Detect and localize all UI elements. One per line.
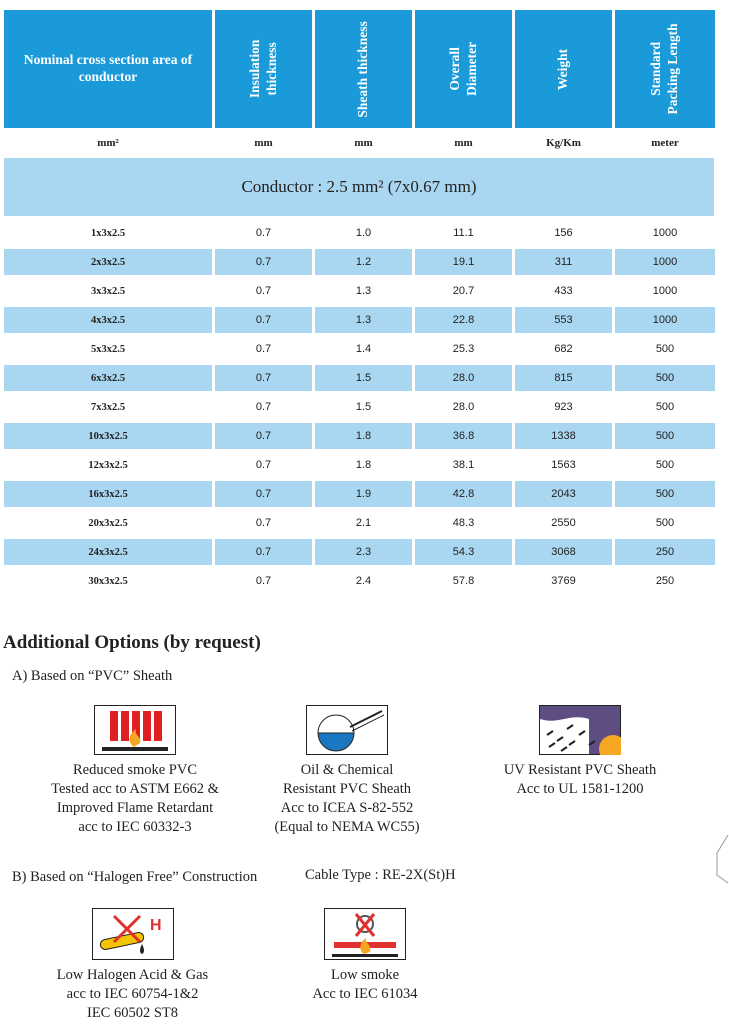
low-smoke-icon — [324, 908, 406, 960]
unit-cell: mm — [254, 137, 273, 149]
row-value-cell: 28.0 — [452, 401, 475, 413]
row-value-cell: 1338 — [515, 423, 612, 449]
row-cable-size: 3x3x2.5 — [90, 285, 126, 297]
row-cable-size: 24x3x2.5 — [4, 539, 212, 565]
row-value-cell: 0.7 — [215, 423, 312, 449]
header-insulation: Insulation thickness — [215, 10, 312, 128]
row-value-cell: 500 — [615, 365, 715, 391]
row-cable-size: 4x3x2.5 — [4, 307, 212, 333]
option-text-line: Acc to ICEA S-82-552 — [280, 800, 414, 816]
row-value-cell: 1.4 — [355, 343, 372, 355]
row-value-cell: 2.3 — [315, 539, 412, 565]
row-value-cell: 500 — [615, 423, 715, 449]
row-value-cell: 3068 — [515, 539, 612, 565]
table-row — [4, 510, 714, 536]
option-low-smoke — [280, 908, 450, 1004]
row-cable-size: 5x3x2.5 — [90, 343, 126, 355]
row-cable-size: 10x3x2.5 — [4, 423, 212, 449]
row-value-cell: 54.3 — [415, 539, 512, 565]
row-cable-size: 2x3x2.5 — [4, 249, 212, 275]
row-value-cell: 1.5 — [355, 401, 372, 413]
row-cable-size: 30x3x2.5 — [88, 575, 128, 587]
row-value-cell: 0.7 — [255, 227, 272, 239]
row-value-cell: 22.8 — [415, 307, 512, 333]
row-value-cell: 0.7 — [215, 539, 312, 565]
option-text-line: Oil & Chemical — [300, 762, 394, 778]
page-edge-decoration — [713, 835, 729, 885]
row-value-cell: 1563 — [551, 459, 576, 471]
row-value-cell: 500 — [615, 481, 715, 507]
row-value-cell: 2.1 — [355, 517, 372, 529]
table-row — [4, 365, 714, 391]
row-value-cell: 1.8 — [315, 423, 412, 449]
additional-options-title: Additional Options (by request) — [3, 632, 261, 653]
units-row — [4, 128, 714, 158]
row-value-cell: 28.0 — [415, 365, 512, 391]
table-row — [4, 452, 714, 478]
option-text-line: Acc to UL 1581-1200 — [516, 781, 644, 797]
table-body — [4, 220, 714, 594]
row-value-cell: 1000 — [615, 249, 715, 275]
row-value-cell: 0.7 — [215, 365, 312, 391]
conductor-section-title: Conductor : 2.5 mm² (7x0.67 mm) — [4, 158, 714, 216]
row-value-cell: 42.8 — [415, 481, 512, 507]
option-text-line: Tested acc to ASTM E662 & — [51, 781, 219, 797]
row-value-cell: 2550 — [551, 517, 576, 529]
row-value-cell: 250 — [615, 539, 715, 565]
row-value-cell: 1000 — [615, 307, 715, 333]
row-cable-size: 12x3x2.5 — [88, 459, 128, 471]
option-text-line: Low smoke — [330, 967, 400, 983]
option-text-line: acc to IEC 60754-1&2 — [66, 986, 199, 1002]
option-reduced-smoke — [20, 705, 250, 837]
row-value-cell: 36.8 — [415, 423, 512, 449]
row-value-cell: 1000 — [652, 227, 678, 239]
row-value-cell: 0.7 — [215, 307, 312, 333]
row-value-cell: 250 — [655, 575, 675, 587]
cable-type: Cable Type : RE-2X(St)H — [305, 867, 456, 883]
option-text-line: Improved Flame Retardant — [56, 800, 214, 816]
row-value-cell: 0.7 — [255, 401, 272, 413]
option-uv-resistant — [480, 705, 680, 799]
row-value-cell: 57.8 — [452, 575, 475, 587]
row-value-cell: 3769 — [551, 575, 576, 587]
table-row — [4, 539, 714, 565]
option-text-line: Low Halogen Acid & Gas — [56, 967, 209, 983]
row-value-cell: 500 — [655, 343, 675, 355]
reduced-smoke-icon — [94, 705, 176, 755]
option-text-line: acc to IEC 60332-3 — [78, 819, 192, 835]
header-packing-length: Standard Packing Length — [615, 10, 715, 128]
pvc-sheath-label: A) Based on “PVC” Sheath — [12, 668, 173, 684]
row-value-cell: 1.2 — [315, 249, 412, 275]
cable-spec-table — [4, 10, 714, 597]
unit-cell: mm — [354, 137, 373, 149]
halogen-letter: H — [149, 917, 162, 934]
row-value-cell: 682 — [554, 343, 573, 355]
row-value-cell: 500 — [655, 401, 675, 413]
row-value-cell: 38.1 — [452, 459, 475, 471]
row-cable-size: 16x3x2.5 — [4, 481, 212, 507]
option-text-line: Resistant PVC Sheath — [282, 781, 412, 797]
table-row — [4, 249, 714, 275]
unit-cell: mm² — [97, 137, 119, 149]
row-value-cell: 311 — [515, 249, 612, 275]
row-value-cell: 433 — [554, 285, 573, 297]
row-value-cell: 0.7 — [215, 481, 312, 507]
row-cable-size: 20x3x2.5 — [88, 517, 128, 529]
row-value-cell: 0.7 — [255, 285, 272, 297]
row-value-cell: 20.7 — [452, 285, 475, 297]
row-value-cell: 1.3 — [355, 285, 372, 297]
row-value-cell: 500 — [655, 459, 675, 471]
option-text-line: IEC 60502 ST8 — [86, 1005, 179, 1021]
header-diameter: Overall Diameter — [415, 10, 512, 128]
row-value-cell: 2.4 — [355, 575, 372, 587]
table-row — [4, 568, 714, 594]
row-value-cell: 25.3 — [452, 343, 475, 355]
row-value-cell: 923 — [554, 401, 573, 413]
row-cable-size: 1x3x2.5 — [90, 227, 126, 239]
table-row — [4, 423, 714, 449]
option-oil-chemical — [247, 705, 447, 837]
table-row — [4, 278, 714, 304]
row-value-cell: 1.0 — [355, 227, 372, 239]
row-value-cell: 1000 — [652, 285, 678, 297]
uv-resistant-icon — [539, 705, 621, 755]
row-value-cell: 1.9 — [315, 481, 412, 507]
unit-cell: mm — [454, 137, 473, 149]
header-sheath: Sheath thickness — [315, 10, 412, 128]
option-text-line: UV Resistant PVC Sheath — [503, 762, 657, 778]
row-value-cell: 48.3 — [452, 517, 475, 529]
row-value-cell: 1.5 — [315, 365, 412, 391]
option-text-line: (Equal to NEMA WC55) — [274, 819, 420, 835]
row-cable-size: 7x3x2.5 — [90, 401, 126, 413]
halogen-free-label: B) Based on “Halogen Free” Construction — [12, 869, 258, 885]
row-value-cell: 0.7 — [255, 459, 272, 471]
row-value-cell: 0.7 — [255, 517, 272, 529]
row-value-cell: 500 — [655, 517, 675, 529]
row-value-cell: 1.3 — [315, 307, 412, 333]
row-value-cell: 815 — [515, 365, 612, 391]
row-value-cell: 2043 — [515, 481, 612, 507]
unit-cell: meter — [651, 137, 679, 149]
row-value-cell: 11.1 — [453, 227, 474, 239]
row-value-cell: 0.7 — [215, 249, 312, 275]
option-low-halogen — [30, 908, 235, 1023]
low-halogen-icon — [92, 908, 174, 960]
table-header — [4, 10, 714, 128]
table-row — [4, 481, 714, 507]
row-value-cell: 0.7 — [255, 343, 272, 355]
row-value-cell: 19.1 — [415, 249, 512, 275]
row-value-cell: 553 — [515, 307, 612, 333]
unit-cell: Kg/Km — [546, 137, 581, 149]
header-cross-section: Nominal cross section area of conductor — [4, 10, 212, 128]
table-row — [4, 307, 714, 333]
row-cable-size: 6x3x2.5 — [4, 365, 212, 391]
option-text-line: Acc to IEC 61034 — [312, 986, 418, 1002]
table-row — [4, 220, 714, 246]
row-value-cell: 156 — [554, 227, 573, 239]
table-row — [4, 336, 714, 362]
row-value-cell: 1.8 — [355, 459, 372, 471]
header-weight: Weight — [515, 10, 612, 128]
option-text-line: Reduced smoke PVC — [72, 762, 198, 778]
row-value-cell: 0.7 — [255, 575, 272, 587]
oil-chemical-icon — [306, 705, 388, 755]
table-row — [4, 394, 714, 420]
